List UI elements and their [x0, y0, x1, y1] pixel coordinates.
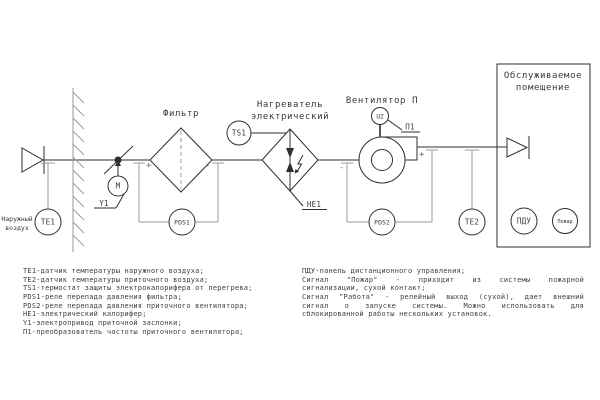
te1-sensor — [35, 163, 61, 235]
fire-tag: Пожар — [557, 219, 573, 225]
heater-label-line2: электрический — [250, 112, 330, 122]
legend-line: PDS2-реле перепада давления приточного вентилятора; — [23, 301, 249, 310]
filter — [150, 109, 212, 192]
legend-line: Y1-электропривод приточной заслонки; — [23, 319, 182, 328]
he1-tag: НЕ1 — [306, 200, 322, 209]
wall — [73, 88, 84, 252]
serviced-room — [497, 64, 590, 247]
filter-plus-sign: + — [146, 161, 152, 171]
legend-line: НЕ1-электрический калорифер; — [23, 310, 147, 319]
intake-grille-icon — [22, 148, 43, 172]
te1-tag: ТЕ1 — [40, 217, 56, 227]
legend-line: ТЕ2-датчик температуры приточного воздуха; — [23, 275, 209, 284]
legend-line: ТЕ1-датчик температуры наружного воздуха; — [23, 267, 204, 275]
p1-tag: П1 — [405, 122, 415, 132]
legend-line: Сигнал "Пожар" - приходит из системы пожарной — [302, 275, 584, 284]
te2-tag: ТЕ2 — [464, 217, 480, 227]
room-label-line2: помещение — [515, 83, 571, 93]
legend-line: сигнализации, сухой контакт; — [302, 284, 426, 293]
electric-heater — [251, 100, 329, 210]
room-label-line1: Обслуживаемое — [503, 71, 583, 81]
damper-motor-tag: М — [115, 181, 121, 191]
pdu-tag: ПДУ — [516, 216, 532, 226]
ts1-tag: TS1 — [231, 128, 247, 138]
damper-tag: Y1 — [99, 199, 109, 208]
legend-line: Сигнал "Работа" - релейный выход (сухой), дает внешний — [302, 293, 584, 302]
pds2-tag: PDS2 — [374, 218, 390, 227]
damper — [94, 146, 133, 208]
outside-air-label-line2: воздух — [5, 224, 29, 232]
fan-label: Вентилятор П — [345, 96, 419, 106]
legend-line: ПДУ-панель дистанционного управления; — [302, 267, 466, 275]
legend-line: TS1-термостат защиты электрокалорифера от перегрева; — [23, 284, 253, 293]
fan-plus-sign: + — [419, 150, 425, 160]
ts1-sensor — [227, 121, 287, 145]
legend-line: PDS1-реле перепада давления фильтра; — [23, 293, 182, 302]
filter-label: Фильтр — [162, 109, 200, 119]
legend-line: сигнал о запуске системы. Можно использовать для — [302, 301, 584, 310]
legend-line: П1-преобразователь частоты приточного вентилятора; — [23, 327, 244, 336]
legend-right — [302, 267, 584, 319]
legend-line: сблокированной работы нескольких установок. — [302, 310, 492, 319]
supply-fan — [346, 96, 420, 183]
heater-label-line1: Нагреватель — [256, 100, 324, 110]
outside-air-label-line1: Наружный — [1, 215, 33, 223]
filter-minus-sign: - — [205, 161, 211, 171]
te2-sensor — [459, 150, 485, 235]
air-intake — [22, 146, 44, 174]
fan-minus-sign: - — [339, 163, 345, 173]
diffuser-icon — [507, 138, 527, 157]
pds1-tag: PDS1 — [174, 218, 190, 227]
fan-hub — [372, 150, 393, 171]
uz-tag: UZ — [376, 113, 384, 121]
legend-left — [23, 267, 295, 337]
